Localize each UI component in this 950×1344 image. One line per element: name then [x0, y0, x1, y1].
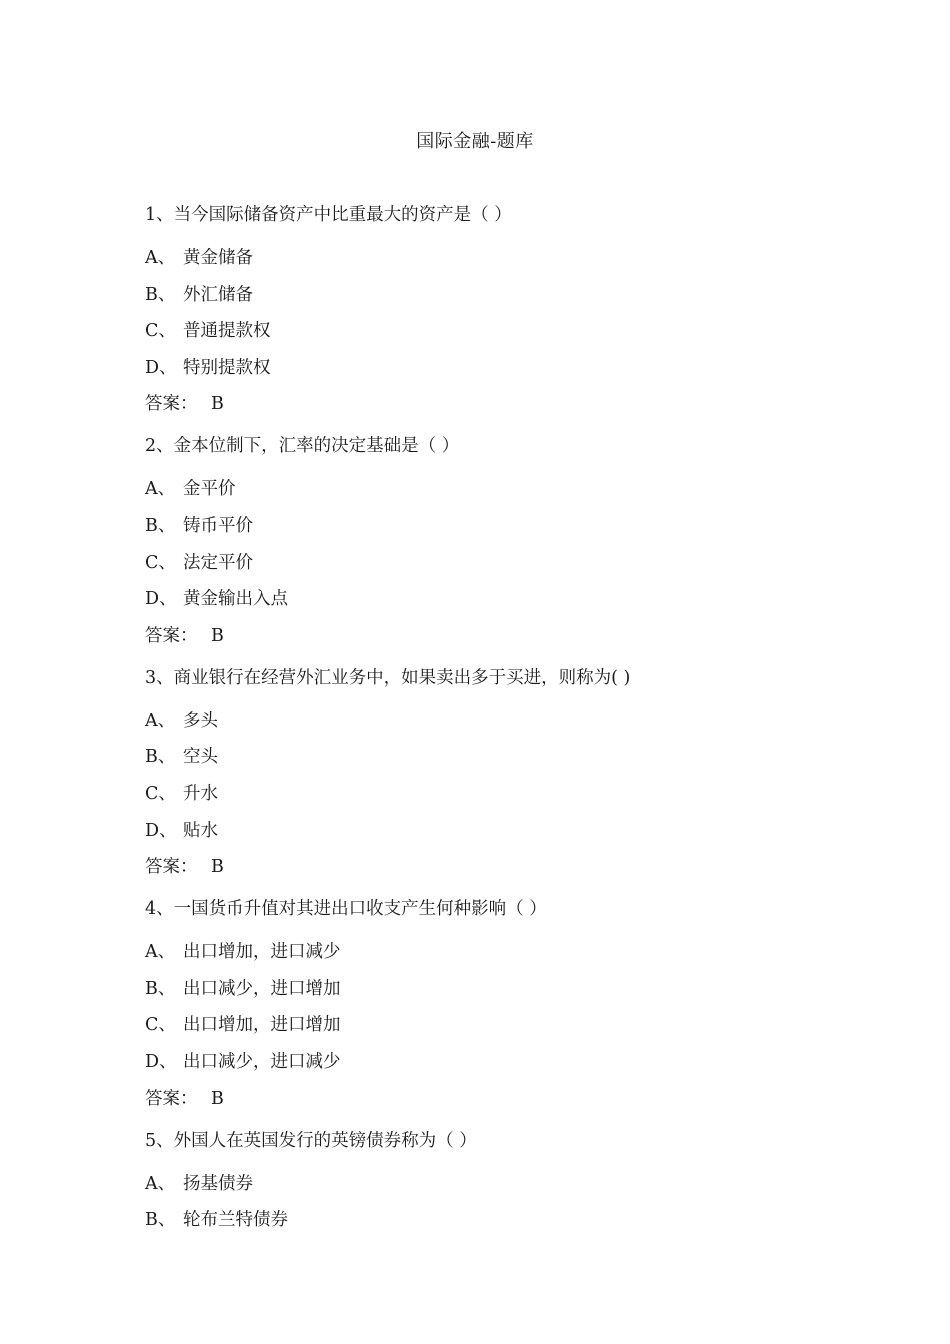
question-option: [145, 474, 845, 511]
option-letter: A、: [145, 942, 176, 963]
option-letter: B、: [145, 978, 176, 999]
answer-value: B: [211, 1088, 224, 1109]
question-option: [145, 816, 845, 853]
option-letter: B、: [145, 1210, 176, 1231]
option-letter: C、: [145, 552, 176, 573]
question-option: [145, 511, 845, 548]
option-letter: B、: [145, 515, 176, 536]
option-text: 出口增加，进口减少: [183, 942, 341, 963]
answer-label: 答案：: [145, 394, 198, 415]
option-letter: D、: [145, 1051, 177, 1072]
option-letter: A、: [145, 1173, 176, 1194]
question-option: [145, 243, 845, 280]
option-text: 普通提款权: [183, 321, 271, 342]
answer-label: 答案：: [145, 1088, 198, 1109]
question-option: [145, 1010, 845, 1047]
option-text: 外汇储备: [183, 284, 253, 305]
option-text: 多头: [183, 710, 218, 731]
question-option: [145, 548, 845, 585]
option-letter: B、: [145, 284, 176, 305]
option-letter: D、: [145, 820, 177, 841]
option-letter: A、: [145, 248, 176, 268]
question-option: [145, 1047, 845, 1084]
question-stem: 1、当今国际储备资产中比重最大的资产是（ ）: [145, 205, 512, 225]
question-option: [145, 779, 845, 816]
option-text: 法定平价: [183, 552, 253, 573]
option-letter: C、: [145, 1015, 176, 1036]
option-text: 铸币平价: [183, 515, 253, 536]
question-option: [145, 280, 845, 317]
question-answer: [145, 389, 845, 431]
answer-value: B: [211, 394, 224, 415]
option-text: 金平价: [183, 479, 236, 500]
question-list: [145, 200, 845, 1242]
question-option: [145, 584, 845, 621]
option-text: 扬基债券: [183, 1173, 253, 1194]
question-stem: 4、一国货币升值对其进出口收支产生何种影响（ ）: [145, 899, 547, 920]
question-option: [145, 937, 845, 974]
option-text: 出口减少，进口增加: [183, 978, 341, 999]
question-stem: 3、商业银行在经营外汇业务中，如果卖出多于买进，则称为( ): [145, 667, 631, 688]
question-option: [145, 974, 845, 1011]
option-text: 空头: [183, 747, 218, 768]
option-letter: C、: [145, 321, 176, 342]
question-option: [145, 706, 845, 743]
question-answer: [145, 621, 845, 663]
option-letter: A、: [145, 710, 176, 731]
question-stem: 2、金本位制下，汇率的决定基础是（ ）: [145, 436, 460, 457]
question-answer: [145, 1084, 845, 1126]
option-text: 黄金输出入点: [183, 589, 288, 610]
question-stem: 5、外国人在英国发行的英镑债券称为（ ）: [145, 1130, 477, 1151]
option-text: 贴水: [183, 820, 218, 841]
answer-label: 答案：: [145, 625, 198, 646]
answer-value: B: [211, 857, 224, 878]
document-title: 国际金融-题库: [416, 131, 534, 152]
option-text: 黄金储备: [183, 248, 253, 268]
option-letter: D、: [145, 357, 177, 378]
question-option: [145, 742, 845, 779]
question-option: [145, 316, 845, 353]
option-text: 轮布兰特债券: [183, 1210, 288, 1231]
option-letter: C、: [145, 783, 176, 804]
question-option: [145, 353, 845, 390]
option-letter: D、: [145, 589, 177, 610]
option-text: 升水: [183, 783, 218, 804]
question-option: [145, 1205, 845, 1242]
answer-value: B: [211, 625, 224, 646]
answer-label: 答案：: [145, 857, 198, 878]
option-letter: A、: [145, 479, 176, 500]
option-text: 出口增加，进口增加: [183, 1015, 341, 1036]
option-letter: B、: [145, 747, 176, 768]
option-text: 出口减少，进口减少: [183, 1051, 341, 1072]
question-option: [145, 1169, 845, 1206]
question-answer: [145, 852, 845, 894]
option-text: 特别提款权: [183, 357, 271, 378]
